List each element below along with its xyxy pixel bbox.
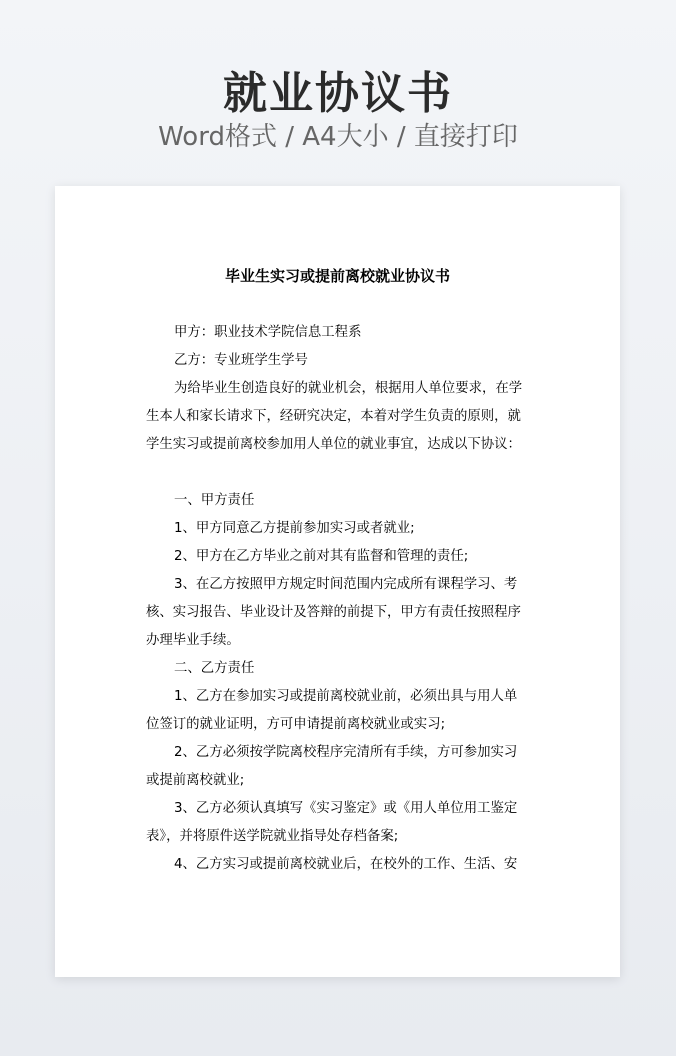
banner-title: 就业协议书	[223, 68, 453, 119]
clause-line: 1、乙方在参加实习或提前离校就业前，必须出具与用人单	[174, 689, 518, 704]
section-heading: 二、乙方责任	[174, 661, 255, 676]
clause-line: 3、在乙方按照甲方规定时间范围内完成所有课程学习、考	[174, 577, 518, 592]
clause-line: 表》，并将原件送学院就业指导处存档备案;	[146, 829, 399, 844]
clause-line: 核、实习报告、毕业设计及答辩的前提下，甲方有责任按照程序	[146, 605, 521, 620]
document-title: 毕业生实习或提前离校就业协议书	[224, 267, 450, 285]
banner-subtitle: Word格式 / A4大小 / 直接打印	[158, 122, 518, 152]
document-page	[55, 186, 620, 977]
clause-line: 2、乙方必须按学院离校程序完清所有手续，方可参加实习	[174, 745, 518, 760]
paragraph-line: 生本人和家长请求下，经研究决定，本着对学生负责的原则，就	[146, 409, 521, 424]
clause-line: 4、乙方实习或提前离校就业后，在校外的工作、生活、安	[174, 857, 518, 872]
party-a-line: 甲方：职业技术学院信息工程系	[174, 325, 362, 340]
clause-line: 1、甲方同意乙方提前参加实习或者就业;	[174, 521, 415, 536]
clause-line: 位签订的就业证明，方可申请提前离校就业或实习;	[146, 717, 446, 732]
document-body	[146, 319, 531, 879]
party-b-line: 乙方：专业班学生学号	[174, 353, 308, 368]
blank-line	[146, 459, 531, 487]
clause-line: 2、甲方在乙方毕业之前对其有监督和管理的责任;	[174, 549, 469, 564]
clause-line: 3、乙方必须认真填写《实习鉴定》或《用人单位用工鉴定	[174, 801, 518, 816]
clause-line: 办理毕业手续。	[146, 633, 240, 648]
paragraph-line: 学生实习或提前离校参加用人单位的就业事宜，达成以下协议：	[146, 437, 521, 452]
paragraph-line: 为给毕业生创造良好的就业机会，根据用人单位要求，在学	[174, 381, 523, 396]
clause-line: 或提前离校就业;	[146, 773, 245, 788]
section-heading: 一、甲方责任	[174, 493, 255, 508]
banner	[0, 0, 676, 186]
